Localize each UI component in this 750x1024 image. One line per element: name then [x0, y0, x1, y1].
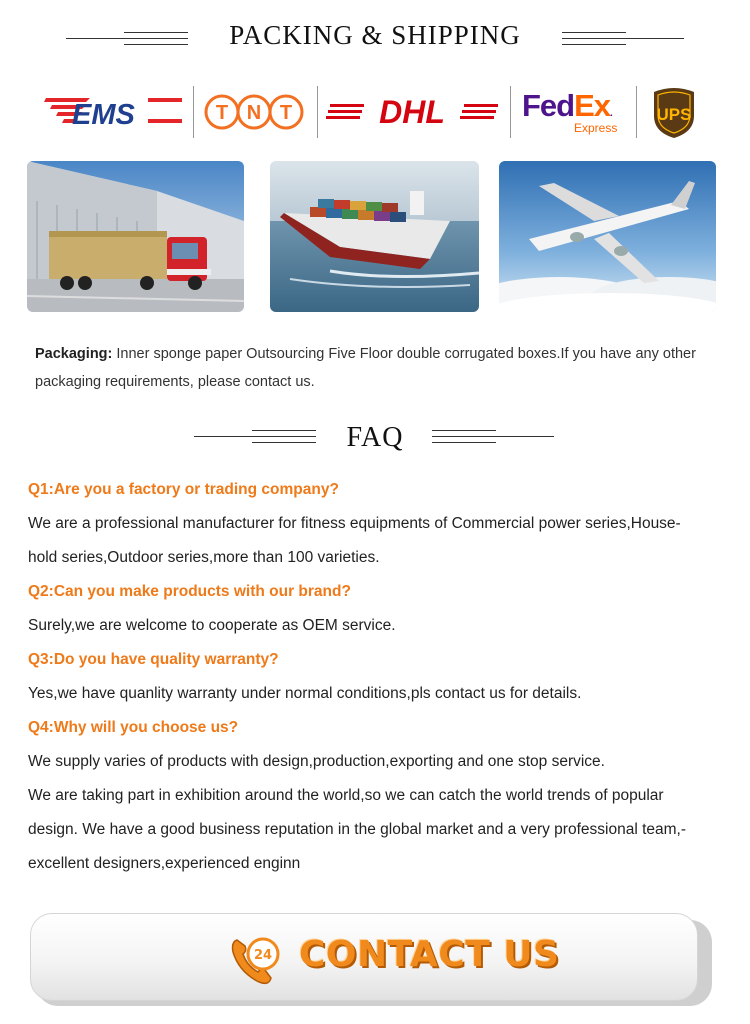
airplane-photo	[499, 161, 716, 312]
faq-question: Q2:Can you make products with our brand?	[28, 583, 351, 600]
faq-answer-line: We supply varies of products with design,production,exporting and one stop service.	[28, 753, 605, 770]
container-ship-photo	[270, 161, 479, 312]
faq-title: FAQ	[346, 422, 404, 453]
phone-24-icon	[227, 932, 287, 993]
fedex-logo	[520, 86, 626, 138]
faq-answer-line: Surely,we are welcome to cooperate as OEM service.	[28, 617, 396, 634]
logo-divider	[317, 86, 318, 138]
svg-text:T: T	[215, 102, 229, 124]
ems-logo	[44, 86, 184, 138]
faq-section-header	[0, 420, 750, 460]
packaging-label: Packaging:	[35, 346, 113, 362]
packaging-info	[35, 340, 735, 396]
logo-divider	[193, 86, 194, 138]
faq-answer-line: hold series,Outdoor series,more than 100 varieties.	[28, 549, 380, 566]
logo-divider	[510, 86, 511, 138]
dhl-logo	[326, 86, 500, 138]
svg-text:FedEx.: FedEx.	[522, 88, 612, 123]
faq-item	[28, 575, 728, 643]
faq-item	[28, 643, 728, 711]
faq-answer-line: design. We have a good business reputation in the global market and a very professional team,-	[28, 821, 686, 838]
logo-divider	[636, 86, 637, 138]
svg-text:N: N	[246, 102, 262, 124]
tnt-logo	[200, 86, 310, 138]
faq-question: Q1:Are you a factory or trading company?	[28, 481, 339, 498]
faq-answer-line: Yes,we have quanlity warranty under normal conditions,pls contact us for details.	[28, 685, 582, 702]
packaging-text: Inner sponge paper Outsourcing Five Floor double corrugated boxes.If you have any other packaging requirements, please contact us.	[35, 346, 696, 390]
contact-us-label: CONTACT US	[299, 934, 560, 975]
faq-question: Q4:Why will you choose us?	[28, 719, 239, 736]
header-decoration-right	[562, 32, 684, 46]
dhl-logo-text: DHL	[379, 94, 445, 130]
faq-answer-line: We are taking part in exhibition around the world,so we can catch the world trends of popular	[28, 787, 664, 804]
truck-photo	[27, 161, 244, 312]
shipping-section-header	[0, 18, 750, 58]
fedex-express-text: Express	[574, 121, 618, 135]
faq-answer-line: We are a professional manufacturer for fitness equipments of Commercial power series,House-	[28, 515, 681, 532]
ups-logo	[650, 86, 698, 138]
faq-item	[28, 711, 728, 881]
header-decoration-right	[432, 430, 554, 444]
faq-question: Q3:Do you have quality warranty?	[28, 651, 279, 668]
ups-logo-text: UPS	[656, 105, 692, 124]
ems-logo-text: EMS	[72, 99, 135, 131]
faq-item	[28, 473, 728, 575]
faq-answer-line: excellent designers,experienced enginn	[28, 855, 301, 872]
contact-us-button[interactable]	[30, 913, 698, 1001]
svg-text:T: T	[279, 102, 293, 124]
phone-24-text: 24	[253, 948, 273, 963]
shipping-title: PACKING & SHIPPING	[229, 20, 521, 50]
